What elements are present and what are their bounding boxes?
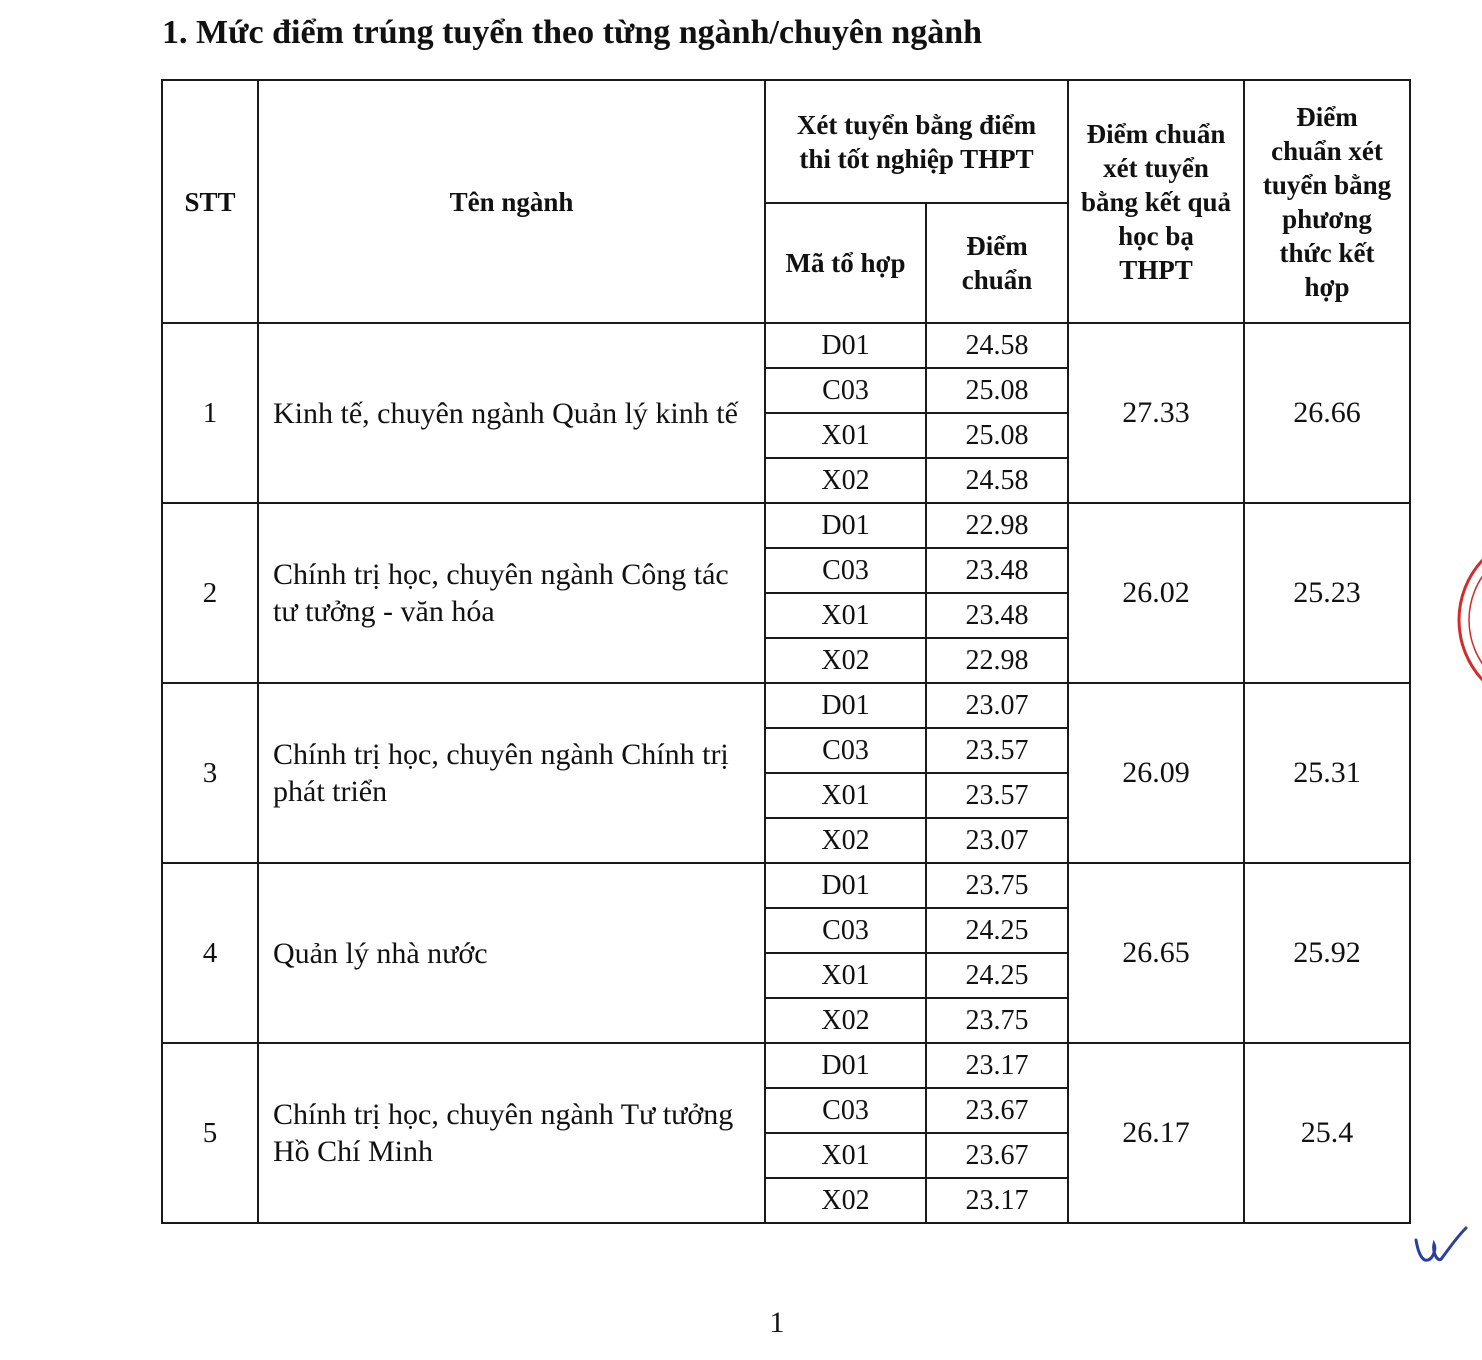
combo-code-cell: X01 bbox=[765, 413, 926, 458]
hoc-ba-score-cell: 26.02 bbox=[1068, 503, 1244, 683]
header-ten-nganh: Tên ngành bbox=[258, 80, 765, 323]
combo-code-cell: C03 bbox=[765, 1088, 926, 1133]
table-row bbox=[162, 683, 1410, 728]
combo-score-cell: 24.25 bbox=[926, 908, 1068, 953]
combo-code-cell: X02 bbox=[765, 458, 926, 503]
header-ket-hop: Điểm chuẩn xét tuyển bằng phương thức kết hợp bbox=[1244, 80, 1410, 323]
hoc-ba-score-cell: 26.17 bbox=[1068, 1043, 1244, 1223]
combo-score-cell: 23.75 bbox=[926, 998, 1068, 1043]
combo-score-cell: 23.48 bbox=[926, 548, 1068, 593]
combo-score-cell: 23.17 bbox=[926, 1178, 1068, 1223]
ket-hop-score-cell: 25.31 bbox=[1244, 683, 1410, 863]
combo-code-cell: C03 bbox=[765, 548, 926, 593]
stt-cell: 4 bbox=[162, 863, 258, 1043]
combo-score-cell: 23.07 bbox=[926, 818, 1068, 863]
ket-hop-score-cell: 25.4 bbox=[1244, 1043, 1410, 1223]
combo-score-cell: 24.58 bbox=[926, 458, 1068, 503]
combo-code-cell: D01 bbox=[765, 683, 926, 728]
combo-code-cell: X02 bbox=[765, 638, 926, 683]
major-name-cell: Kinh tế, chuyên ngành Quản lý kinh tế bbox=[258, 323, 765, 503]
hoc-ba-score-cell: 26.65 bbox=[1068, 863, 1244, 1043]
combo-code-cell: X01 bbox=[765, 953, 926, 998]
combo-code-cell: C03 bbox=[765, 908, 926, 953]
major-name-cell: Chính trị học, chuyên ngành Tư tưởng Hồ Chí Minh bbox=[258, 1043, 765, 1223]
combo-code-cell: C03 bbox=[765, 368, 926, 413]
stt-cell: 2 bbox=[162, 503, 258, 683]
ket-hop-score-cell: 26.66 bbox=[1244, 323, 1410, 503]
combo-score-cell: 23.67 bbox=[926, 1088, 1068, 1133]
stt-cell: 3 bbox=[162, 683, 258, 863]
header-hoc-ba: Điểm chuẩn xét tuyển bằng kết quả học bạ THPT bbox=[1068, 80, 1244, 323]
hoc-ba-score-cell: 27.33 bbox=[1068, 323, 1244, 503]
table-body bbox=[162, 323, 1410, 1223]
stt-cell: 1 bbox=[162, 323, 258, 503]
combo-score-cell: 25.08 bbox=[926, 413, 1068, 458]
combo-score-cell: 23.07 bbox=[926, 683, 1068, 728]
major-name-cell: Quản lý nhà nước bbox=[258, 863, 765, 1043]
combo-score-cell: 22.98 bbox=[926, 503, 1068, 548]
header-thpt-group: Xét tuyển bằng điểm thi tốt nghiệp THPT bbox=[765, 80, 1068, 203]
stt-cell: 5 bbox=[162, 1043, 258, 1223]
combo-code-cell: C03 bbox=[765, 728, 926, 773]
combo-score-cell: 23.17 bbox=[926, 1043, 1068, 1088]
table-row bbox=[162, 1043, 1410, 1088]
combo-code-cell: D01 bbox=[765, 323, 926, 368]
combo-code-cell: D01 bbox=[765, 503, 926, 548]
section-heading: 1. Mức điểm trúng tuyển theo từng ngành/chuyên ngành bbox=[162, 14, 983, 51]
table-row bbox=[162, 503, 1410, 548]
admission-scores-table bbox=[161, 79, 1411, 1224]
header-ma-to-hop: Mã tổ hợp bbox=[765, 203, 926, 323]
combo-score-cell: 23.57 bbox=[926, 773, 1068, 818]
combo-score-cell: 22.98 bbox=[926, 638, 1068, 683]
combo-code-cell: X01 bbox=[765, 593, 926, 638]
combo-score-cell: 23.75 bbox=[926, 863, 1068, 908]
combo-code-cell: D01 bbox=[765, 863, 926, 908]
combo-score-cell: 25.08 bbox=[926, 368, 1068, 413]
ket-hop-score-cell: 25.23 bbox=[1244, 503, 1410, 683]
combo-score-cell: 23.48 bbox=[926, 593, 1068, 638]
major-name-cell: Chính trị học, chuyên ngành Công tác tư tưởng - văn hóa bbox=[258, 503, 765, 683]
initial-signature-mark bbox=[1408, 1222, 1470, 1272]
combo-code-cell: X01 bbox=[765, 773, 926, 818]
hoc-ba-score-cell: 26.09 bbox=[1068, 683, 1244, 863]
ket-hop-score-cell: 25.92 bbox=[1244, 863, 1410, 1043]
official-seal-stamp bbox=[1455, 520, 1482, 720]
table-row bbox=[162, 863, 1410, 908]
header-diem-chuan: Điểm chuẩn bbox=[926, 203, 1068, 323]
combo-code-cell: D01 bbox=[765, 1043, 926, 1088]
page-number: 1 bbox=[769, 1306, 785, 1339]
combo-code-cell: X02 bbox=[765, 998, 926, 1043]
combo-code-cell: X02 bbox=[765, 818, 926, 863]
major-name-cell: Chính trị học, chuyên ngành Chính trị phát triển bbox=[258, 683, 765, 863]
combo-score-cell: 24.25 bbox=[926, 953, 1068, 998]
combo-score-cell: 23.57 bbox=[926, 728, 1068, 773]
combo-code-cell: X02 bbox=[765, 1178, 926, 1223]
combo-score-cell: 24.58 bbox=[926, 323, 1068, 368]
combo-score-cell: 23.67 bbox=[926, 1133, 1068, 1178]
table-row bbox=[162, 323, 1410, 368]
header-stt: STT bbox=[162, 80, 258, 323]
combo-code-cell: X01 bbox=[765, 1133, 926, 1178]
